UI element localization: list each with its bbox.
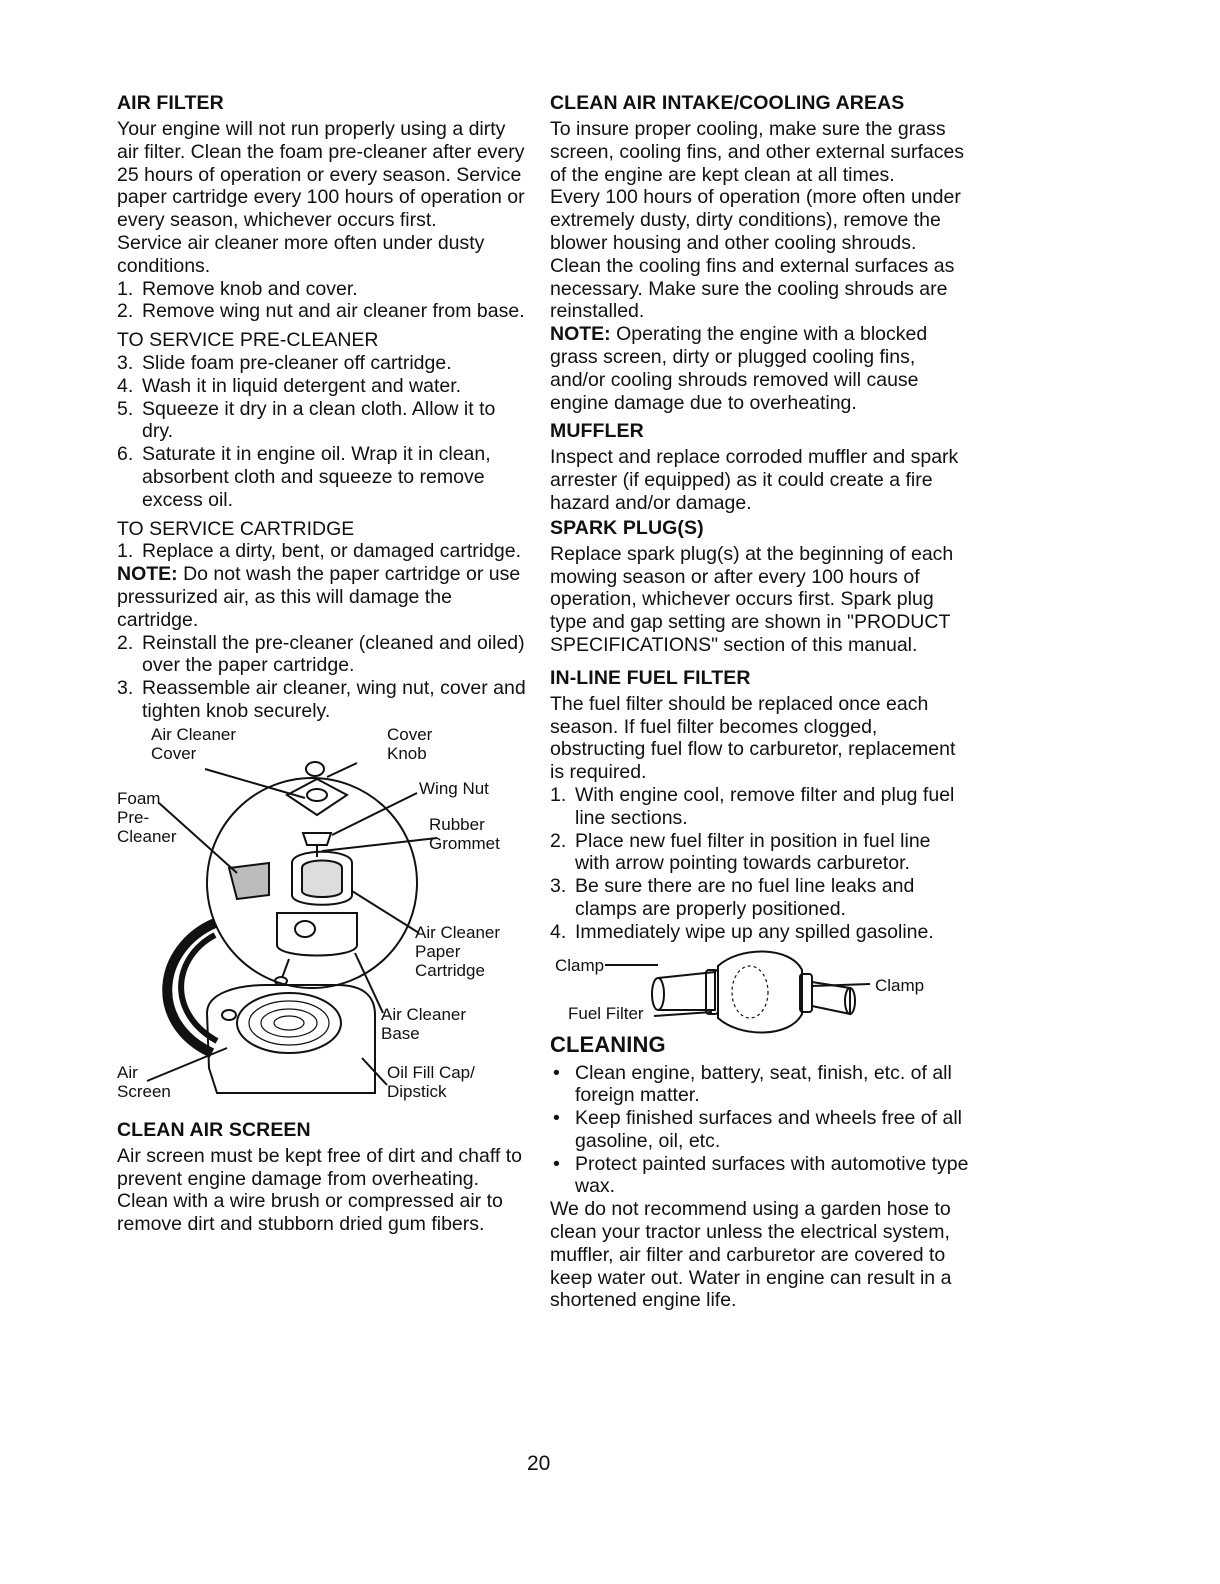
list-item: 1. Replace a dirty, bent, or damaged cartridge. xyxy=(117,540,522,563)
list-item: 1. With engine cool, remove filter and plug fuel line sections. xyxy=(550,783,955,829)
cleaning-bullets xyxy=(550,1062,970,1199)
label-clamp-right: Clamp xyxy=(875,975,925,995)
list-item: 4. Wash it in liquid detergent and water. xyxy=(117,374,462,397)
left-column xyxy=(117,92,527,1236)
fuel-filter-text: The fuel filter should be replaced once each season. If fuel filter becomes clogged, obstructing fuel flow to carburetor, replacement is required. xyxy=(550,692,956,784)
clean-air-screen-heading: CLEAN AIR SCREEN xyxy=(117,1118,311,1141)
air-filter-intro: Your engine will not run properly using a dirty air filter. Clean the foam pre-cleaner after every 25 hours of operation or every season. Service paper cartridge every 100 hours of operation or every season, whichever occurs first. xyxy=(117,118,525,232)
air-filter-intro2: Service air cleaner more often under dusty conditions. xyxy=(117,231,485,277)
cleaning-text: We do not recommend using a garden hose to clean your tractor unless the electrical system, muffler, air filter and carburetor are covered to keep water out. Water in engine can result in a shortened engine life. xyxy=(550,1198,952,1312)
list-item: • Protect painted surfaces with automotive type wax. xyxy=(553,1152,969,1198)
label-air-screen: Air Screen xyxy=(117,1062,171,1101)
fuel-filter-diagram xyxy=(550,948,970,1040)
clean-intake-text2: Every 100 hours of operation (more often under extremely dusty, dirty conditions), remove the blower housing and other cooling shrouds. Clean the cooling fins and external surfaces as necessary. Make sure the cooling shrouds are reinstalled. xyxy=(550,186,961,323)
label-rubber-grommet: Rubber Grommet xyxy=(429,814,500,853)
clean-intake-text1: To insure proper cooling, make sure the grass screen, cooling fins, and other external surfaces of the engine are kept clean at all times. xyxy=(550,118,965,186)
note-label: NOTE: xyxy=(117,563,178,586)
list-item: 2. Place new fuel filter in position in fuel line with arrow pointing towards carburetor. xyxy=(550,829,931,875)
list-item: • Keep finished surfaces and wheels free of all gasoline, oil, etc. xyxy=(553,1107,962,1152)
pre-cleaner-steps xyxy=(117,352,527,512)
air-filter-heading: AIR FILTER xyxy=(117,92,224,114)
cartridge-title: TO SERVICE CARTRIDGE xyxy=(117,517,355,540)
list-item: • Clean engine, battery, seat, finish, etc. of all foreign matter. xyxy=(553,1061,952,1107)
muffler-heading: MUFFLER xyxy=(550,420,644,443)
cartridge-note: NOTE: Do not wash the paper cartridge or use pressurized air, as this will damage the cartridge. xyxy=(117,563,521,631)
spark-plug-text: Replace spark plug(s) at the beginning of each mowing season or after every 100 hours of operation, whichever occurs first. Spark plug type and gap setting are shown in "PRODUCT SPECIFICATIONS" section of this manual. xyxy=(550,542,954,656)
cleaning-heading: CLEANING xyxy=(550,1031,666,1057)
label-air-cleaner-base: Air Cleaner Base xyxy=(381,1004,467,1043)
label-foam-pre-cleaner: Foam Pre- Cleaner xyxy=(117,788,177,846)
page-number: 20 xyxy=(527,1452,551,1475)
clean-air-screen-text: Air screen must be kept free of dirt and chaff to prevent engine damage from overheating. Clean with a wire brush or compressed air to remove dirt and stubborn dried gum fibers. xyxy=(117,1144,523,1236)
label-air-cleaner-cover: Air Cleaner Cover xyxy=(151,724,237,763)
label-clamp-left: Clamp xyxy=(555,955,605,975)
list-item: 3. Be sure there are no fuel line leaks and clamps are properly positioned. xyxy=(550,875,915,920)
list-item: 1. Remove knob and cover. xyxy=(117,277,358,300)
air-cleaner-diagram xyxy=(117,723,527,1113)
list-item: 5. Squeeze it dry in a clean cloth. Allow it to dry. xyxy=(117,397,496,443)
label-wing-nut: Wing Nut xyxy=(419,778,489,798)
air-filter-steps xyxy=(117,278,527,324)
pre-cleaner-title: TO SERVICE PRE-CLEANER xyxy=(117,329,379,352)
cartridge-steps xyxy=(117,632,527,723)
label-paper-cartridge: Air Cleaner Paper Cartridge xyxy=(415,922,501,980)
note-label: NOTE: xyxy=(550,323,611,346)
fuel-filter-heading: IN-LINE FUEL FILTER xyxy=(550,666,751,689)
label-cover-knob: Cover Knob xyxy=(387,724,433,763)
list-item: 3. Slide foam pre-cleaner off cartridge. xyxy=(117,351,452,374)
clean-intake-note: NOTE: Operating the engine with a blocked grass screen, dirty or plugged cooling fins, and/or cooling shrouds removed will cause engine damage due to overheating. xyxy=(550,323,928,414)
list-item: 2. Remove wing nut and air cleaner from base. xyxy=(117,300,525,323)
list-item: 3. Reassemble air cleaner, wing nut, cover and tighten knob securely. xyxy=(117,677,526,722)
list-item: 6. Saturate it in engine oil. Wrap it in clean, absorbent cloth and squeeze to remove excess oil. xyxy=(117,443,491,511)
list-item: 2. Reinstall the pre-cleaner (cleaned and oiled) over the paper cartridge. xyxy=(117,631,525,677)
list-item: 4. Immediately wipe up any spilled gasoline. xyxy=(550,920,934,943)
spark-plug-heading: SPARK PLUG(S) xyxy=(550,516,704,539)
clean-intake-heading: CLEAN AIR INTAKE/COOLING AREAS xyxy=(550,92,905,114)
fuel-filter-steps xyxy=(550,784,970,944)
label-oil-fill-cap: Oil Fill Cap/ Dipstick xyxy=(387,1062,475,1101)
right-column xyxy=(550,92,970,1312)
label-fuel-filter: Fuel Filter xyxy=(568,1003,644,1023)
muffler-text: Inspect and replace corroded muffler and spark arrester (if equipped) as it could create a fire hazard and/or damage. xyxy=(550,446,959,514)
